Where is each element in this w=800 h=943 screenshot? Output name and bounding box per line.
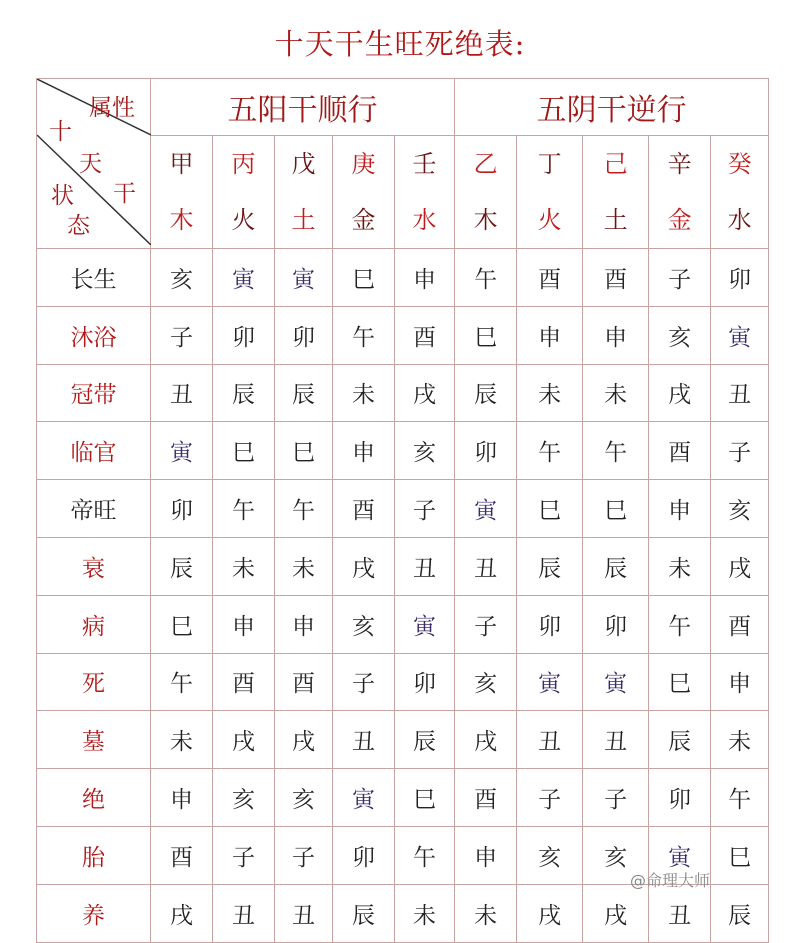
- stem-header-1: [213, 136, 275, 249]
- branch-cell: 酉: [517, 249, 583, 307]
- table-row: [37, 480, 769, 538]
- branch-cell: 巳: [583, 480, 649, 538]
- branch-cell: 寅: [583, 653, 649, 711]
- branch-cell: 亥: [455, 653, 517, 711]
- branch-cell: 戌: [333, 537, 395, 595]
- branch-cell: 寅: [517, 653, 583, 711]
- branch-cell: 未: [275, 537, 333, 595]
- branch-cell: 酉: [151, 826, 213, 884]
- branch-cell: 午: [395, 826, 455, 884]
- branch-cell: 午: [455, 249, 517, 307]
- element-char: 木: [473, 206, 498, 234]
- branch-cell: 未: [395, 884, 455, 942]
- branch-cell: 卯: [395, 653, 455, 711]
- branch-cell: 申: [333, 422, 395, 480]
- stem-header-7: [583, 136, 649, 249]
- branch-cell: 寅: [395, 595, 455, 653]
- branch-cell: 辰: [455, 364, 517, 422]
- element-char: 金: [667, 206, 692, 234]
- element-char: 金: [351, 206, 376, 234]
- branch-cell: 未: [517, 364, 583, 422]
- branch-cell: 辰: [583, 537, 649, 595]
- branch-cell: 子: [213, 826, 275, 884]
- element-char: 火: [537, 206, 562, 234]
- corner-tian-label: 天: [79, 151, 102, 177]
- branch-cell: 戌: [395, 364, 455, 422]
- corner-shi-label: 十: [49, 119, 72, 145]
- element-char: 水: [412, 206, 437, 234]
- stem-header-9: [711, 136, 769, 249]
- branch-cell: 午: [649, 595, 711, 653]
- branch-cell: 亥: [151, 249, 213, 307]
- branch-cell: 酉: [275, 653, 333, 711]
- stem-header-4: [395, 136, 455, 249]
- branch-cell: 午: [583, 422, 649, 480]
- branch-cell: 卯: [455, 422, 517, 480]
- state-label: 衰: [37, 537, 151, 595]
- state-label: 冠带: [37, 364, 151, 422]
- stem-header-3: [333, 136, 395, 249]
- branch-cell: 亥: [333, 595, 395, 653]
- branch-cell: 丑: [151, 364, 213, 422]
- table-row: [37, 653, 769, 711]
- element-char: 木: [169, 206, 194, 234]
- branch-cell: 巳: [455, 306, 517, 364]
- branch-cell: 亥: [583, 826, 649, 884]
- header-corner: [37, 79, 151, 249]
- branch-cell: 丑: [275, 884, 333, 942]
- table-row: [37, 769, 769, 827]
- table-row: [37, 422, 769, 480]
- stem-char: 己: [603, 150, 628, 178]
- branch-cell: 子: [649, 249, 711, 307]
- element-char: 土: [291, 206, 316, 234]
- branch-cell: 辰: [333, 884, 395, 942]
- stem-char: 壬: [412, 150, 437, 178]
- branch-cell: 戌: [455, 711, 517, 769]
- state-label: 绝: [37, 769, 151, 827]
- branch-cell: 丑: [213, 884, 275, 942]
- branch-cell: 酉: [213, 653, 275, 711]
- branch-cell: 未: [151, 711, 213, 769]
- branch-cell: 午: [213, 480, 275, 538]
- branch-cell: 戌: [151, 884, 213, 942]
- branch-cell: 亥: [649, 306, 711, 364]
- yin-stems-header: 五阴干逆行: [455, 79, 769, 136]
- branch-cell: 丑: [333, 711, 395, 769]
- branch-cell: 辰: [517, 537, 583, 595]
- branch-cell: 寅: [455, 480, 517, 538]
- branch-cell: 戌: [517, 884, 583, 942]
- stem-header-2: [275, 136, 333, 249]
- table-row: [37, 595, 769, 653]
- branch-cell: 子: [517, 769, 583, 827]
- branch-cell: 未: [455, 884, 517, 942]
- branch-cell: 酉: [455, 769, 517, 827]
- stem-char: 庚: [351, 150, 376, 178]
- branch-cell: 寅: [151, 422, 213, 480]
- branch-cell: 卯: [333, 826, 395, 884]
- branch-cell: 寅: [275, 249, 333, 307]
- state-label: 长生: [37, 249, 151, 307]
- branch-cell: 辰: [711, 884, 769, 942]
- branch-cell: 申: [151, 769, 213, 827]
- table-row: [37, 537, 769, 595]
- stem-char: 丁: [537, 150, 562, 178]
- element-char: 水: [727, 206, 752, 234]
- state-label: 沐浴: [37, 306, 151, 364]
- branch-cell: 戌: [275, 711, 333, 769]
- stem-header-8: [649, 136, 711, 249]
- branch-cell: 卯: [151, 480, 213, 538]
- branch-cell: 子: [333, 653, 395, 711]
- state-label: 养: [37, 884, 151, 942]
- stem-char: 丙: [231, 150, 256, 178]
- state-label: 临官: [37, 422, 151, 480]
- branch-cell: 申: [711, 653, 769, 711]
- branch-cell: 丑: [395, 537, 455, 595]
- branch-cell: 子: [151, 306, 213, 364]
- branch-cell: 卯: [517, 595, 583, 653]
- branch-cell: 未: [649, 537, 711, 595]
- branch-cell: 戌: [213, 711, 275, 769]
- stem-header-6: [517, 136, 583, 249]
- branch-cell: 亥: [711, 480, 769, 538]
- stem-char: 乙: [473, 150, 498, 178]
- stem-char: 辛: [667, 150, 692, 178]
- branch-cell: 申: [583, 306, 649, 364]
- branch-cell: 亥: [213, 769, 275, 827]
- branch-cell: 寅: [213, 249, 275, 307]
- branch-cell: 卯: [711, 249, 769, 307]
- branch-cell: 卯: [275, 306, 333, 364]
- branch-cell: 子: [455, 595, 517, 653]
- branch-cell: 巳: [333, 249, 395, 307]
- branch-cell: 巳: [213, 422, 275, 480]
- branch-cell: 巳: [395, 769, 455, 827]
- branch-cell: 子: [583, 769, 649, 827]
- branch-cell: 辰: [649, 711, 711, 769]
- corner-tai-label: 态: [67, 213, 90, 239]
- yang-stems-header: 五阳干顺行: [151, 79, 455, 136]
- branch-cell: 未: [213, 537, 275, 595]
- branch-cell: 申: [213, 595, 275, 653]
- branch-cell: 巳: [275, 422, 333, 480]
- branch-cell: 戌: [711, 537, 769, 595]
- branch-cell: 未: [711, 711, 769, 769]
- stem-header-5: [455, 136, 517, 249]
- branch-cell: 申: [517, 306, 583, 364]
- branch-cell: 午: [151, 653, 213, 711]
- table-row: [37, 249, 769, 307]
- stem-char: 甲: [169, 150, 194, 178]
- branch-cell: 申: [455, 826, 517, 884]
- state-label: 帝旺: [37, 480, 151, 538]
- branch-cell: 酉: [395, 306, 455, 364]
- branch-cell: 戌: [583, 884, 649, 942]
- branch-cell: 巳: [151, 595, 213, 653]
- branch-cell: 丑: [517, 711, 583, 769]
- table-row: [37, 306, 769, 364]
- state-label: 墓: [37, 711, 151, 769]
- state-label: 胎: [37, 826, 151, 884]
- watermark: @命理大师: [630, 871, 711, 890]
- branch-cell: 酉: [333, 480, 395, 538]
- branch-cell: 亥: [395, 422, 455, 480]
- branch-cell: 丑: [455, 537, 517, 595]
- branch-cell: 辰: [395, 711, 455, 769]
- branch-cell: 亥: [517, 826, 583, 884]
- branch-cell: 子: [395, 480, 455, 538]
- page-title: 十天干生旺死绝表:: [274, 27, 526, 61]
- branch-cell: 辰: [151, 537, 213, 595]
- corner-zhuang-label: 状: [51, 183, 74, 209]
- branch-cell: 申: [275, 595, 333, 653]
- branch-cell: 午: [517, 422, 583, 480]
- branch-cell: 未: [583, 364, 649, 422]
- branch-cell: 午: [711, 769, 769, 827]
- branch-cell: 巳: [711, 826, 769, 884]
- branch-cell: 寅: [711, 306, 769, 364]
- branch-cell: 寅: [333, 769, 395, 827]
- corner-gan-label: 干: [113, 181, 136, 207]
- table-row: [37, 884, 769, 942]
- table-row: [37, 711, 769, 769]
- stem-state-table: [36, 78, 769, 943]
- branch-cell: 丑: [649, 884, 711, 942]
- branch-cell: 戌: [649, 364, 711, 422]
- branch-cell: 卯: [649, 769, 711, 827]
- stem-char: 戊: [291, 150, 316, 178]
- branch-cell: 子: [275, 826, 333, 884]
- element-char: 火: [231, 206, 256, 234]
- table-row: [37, 364, 769, 422]
- corner-attr-label: 属性: [89, 95, 135, 121]
- branch-cell: 酉: [649, 422, 711, 480]
- branch-cell: 午: [275, 480, 333, 538]
- branch-cell: 巳: [649, 653, 711, 711]
- branch-cell: 酉: [583, 249, 649, 307]
- branch-cell: 辰: [213, 364, 275, 422]
- branch-cell: 卯: [213, 306, 275, 364]
- branch-cell: 丑: [583, 711, 649, 769]
- branch-cell: 丑: [711, 364, 769, 422]
- branch-cell: 巳: [517, 480, 583, 538]
- branch-cell: 寅: [649, 826, 711, 884]
- element-char: 土: [603, 206, 628, 234]
- branch-cell: 申: [395, 249, 455, 307]
- branch-cell: 酉: [711, 595, 769, 653]
- branch-cell: 未: [333, 364, 395, 422]
- stem-header-0: [151, 136, 213, 249]
- branch-cell: 亥: [275, 769, 333, 827]
- state-label: 死: [37, 653, 151, 711]
- state-label: 病: [37, 595, 151, 653]
- branch-cell: 午: [333, 306, 395, 364]
- branch-cell: 卯: [583, 595, 649, 653]
- branch-cell: 辰: [275, 364, 333, 422]
- branch-cell: 申: [649, 480, 711, 538]
- stem-char: 癸: [727, 150, 752, 178]
- branch-cell: 子: [711, 422, 769, 480]
